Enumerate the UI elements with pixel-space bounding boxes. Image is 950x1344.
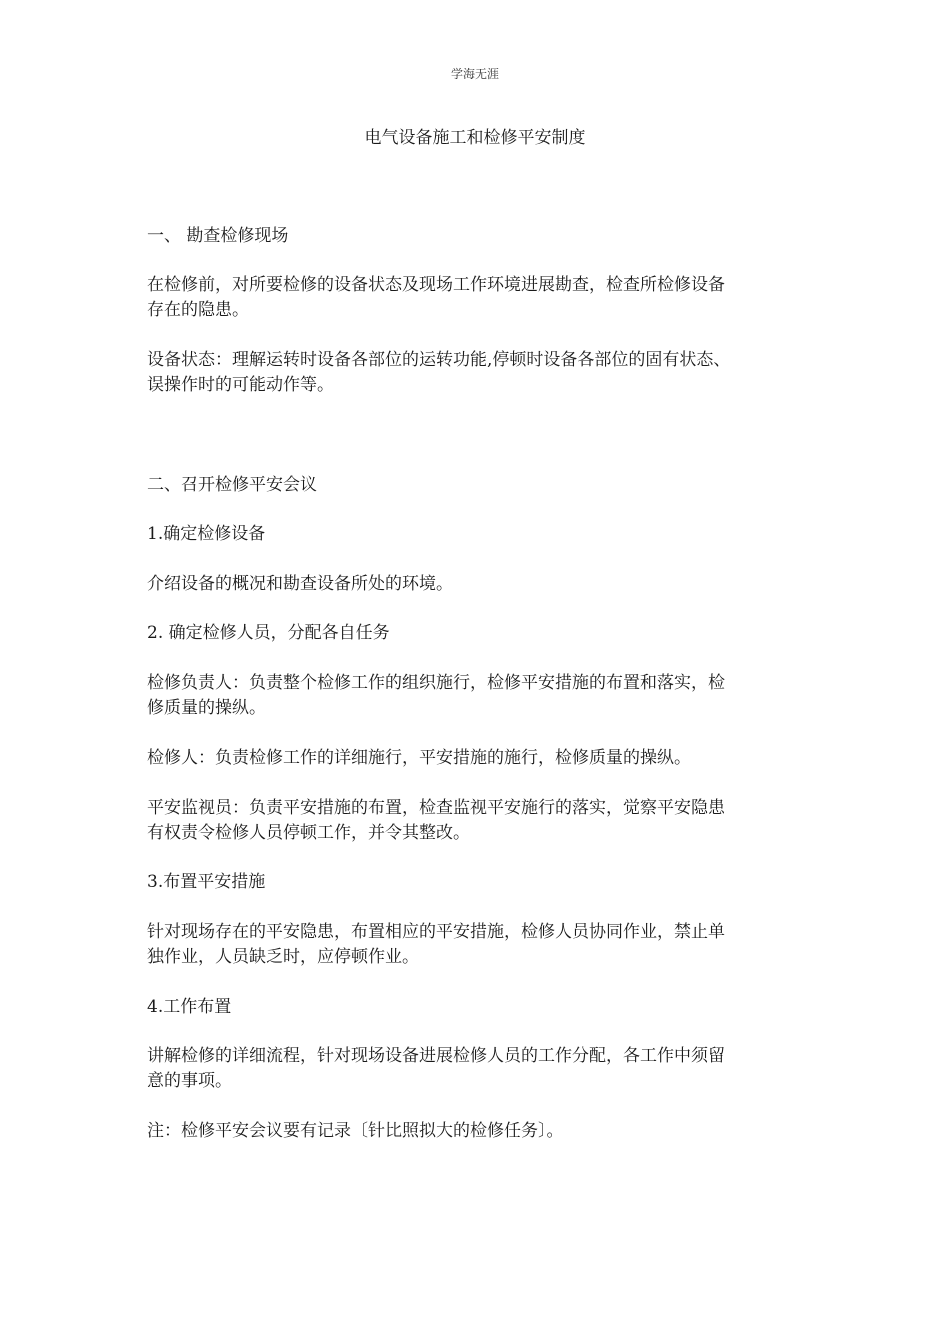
page-header: 学海无涯: [450, 67, 499, 81]
subheading-3: [147, 870, 807, 895]
paragraph-line: 二、召开检修平安会议: [147, 475, 317, 495]
section-heading-2: [147, 473, 807, 498]
paragraph-line: 有权责令检修人员停顿工作，并令其整改。: [147, 823, 470, 843]
paragraph-line: 1.确定检修设备: [147, 524, 266, 544]
paragraph-line: 独作业，人员缺乏时，应停顿作业。: [147, 947, 419, 967]
paragraph-line: 2. 确定检修人员，分配各自任务: [147, 623, 390, 643]
paragraph-worker: [147, 746, 807, 771]
paragraph-device-intro: [147, 572, 807, 597]
paragraph-line: 一、 勘查检修现场: [147, 226, 289, 246]
paragraph-line: 平安监视员：负责平安措施的布置，检查监视平安施行的落实，觉察平安隐患: [147, 798, 725, 818]
paragraph-supervisor: [147, 796, 807, 846]
paragraph-line: 意的事项。: [147, 1071, 232, 1091]
section-heading-1: [147, 224, 807, 249]
paragraph-line: 针对现场存在的平安隐患，布置相应的平安措施，检修人员协同作业，禁止单: [147, 922, 725, 942]
paragraph-line: 讲解检修的详细流程，针对现场设备进展检修人员的工作分配，各工作中须留: [147, 1046, 725, 1066]
subheading-1: [147, 522, 807, 547]
paragraph-device-state: [147, 348, 807, 398]
paragraph-lead: [147, 671, 807, 721]
paragraph-line: 注：检修平安会议要有记录〔针比照拟大的检修任务〕。: [147, 1121, 564, 1141]
document-title: 电气设备施工和检修平安制度: [364, 128, 586, 148]
subheading-2: [147, 621, 807, 646]
paragraph-line: 在检修前，对所要检修的设备状态及现场工作环境进展勘查，检查所检修设备: [147, 275, 725, 295]
paragraph-line: 误操作时的可能动作等。: [147, 375, 334, 395]
paragraph-line: 检修人：负责检修工作的详细施行，平安措施的施行，检修质量的操纵。: [147, 748, 691, 768]
subheading-4: [147, 995, 807, 1020]
paragraph-line: 设备状态：理解运转时设备各部位的运转功能,停顿时设备各部位的固有状态、: [147, 350, 731, 370]
paragraph-line: 4.工作布置: [147, 997, 232, 1017]
paragraph-workflow: [147, 1044, 807, 1094]
paragraph-line: 修质量的操纵。: [147, 698, 266, 718]
paragraph-measures: [147, 920, 807, 970]
paragraph-line: 介绍设备的概况和勘查设备所处的环境。: [147, 574, 453, 594]
paragraph-note: [147, 1119, 807, 1144]
paragraph-line: 检修负责人：负责整个检修工作的组织施行，检修平安措施的布置和落实，检: [147, 673, 725, 693]
paragraph-survey: [147, 273, 807, 323]
paragraph-line: 3.布置平安措施: [147, 872, 266, 892]
paragraph-line: 存在的隐患。: [147, 300, 249, 320]
